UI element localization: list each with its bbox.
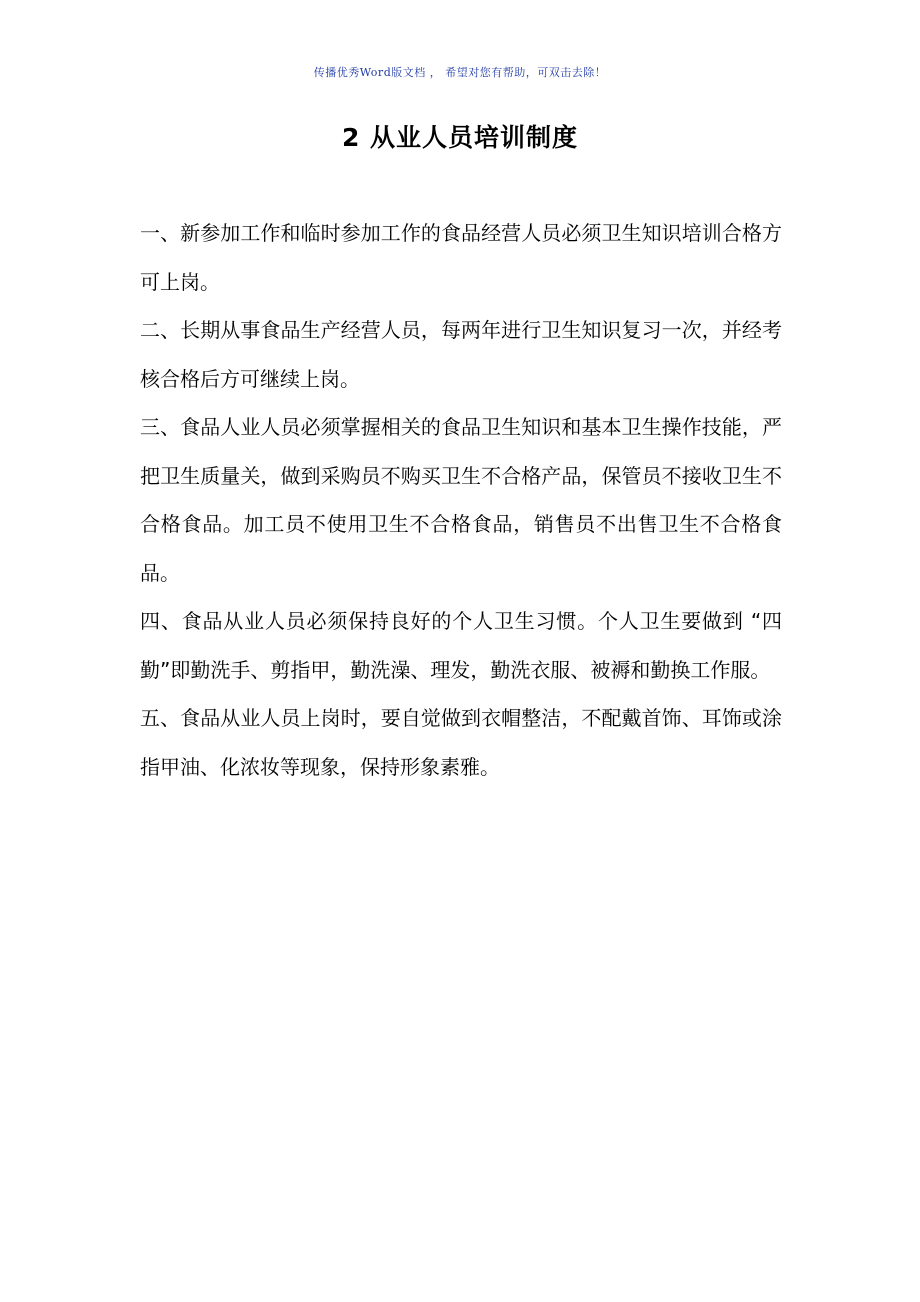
- document-body: [140, 209, 782, 791]
- paragraph-4: 四、食品从业人员必须保持良好的个人卫生习惯。个人卫生要做到 “四勤”即勤洗手、剪指甲，勤洗澡、理发，勤洗衣服、被褥和勤换工作服。: [140, 609, 782, 682]
- document-title: 2 从业人员培训制度: [341, 123, 579, 152]
- paragraph-2: 二、长期从事食品生产经营人员，每两年进行卫生知识复习一次，并经考核合格后方可继续上岗。: [140, 318, 782, 391]
- paragraph-1: 一、新参加工作和临时参加工作的食品经营人员必须卫生知识培训合格方可上岗。: [140, 221, 782, 294]
- paragraph-3: 三、食品人业人员必须掌握相关的食品卫生知识和基本卫生操作技能，严把卫生质量关，做到采购员不购买卫生不合格产品，保管员不接收卫生不合格食品。加工员不使用卫生不合格食品，销售员不出售卫生不合格食品。: [140, 415, 782, 585]
- header-note: 传播优秀Word版文档 ， 希望对您有帮助，可双击去除！: [313, 66, 607, 79]
- paragraph-5: 五、食品从业人员上岗时，要自觉做到衣帽整洁，不配戴首饰、耳饰或涂指甲油、化浓妆等现象，保持形象素雅。: [140, 706, 782, 779]
